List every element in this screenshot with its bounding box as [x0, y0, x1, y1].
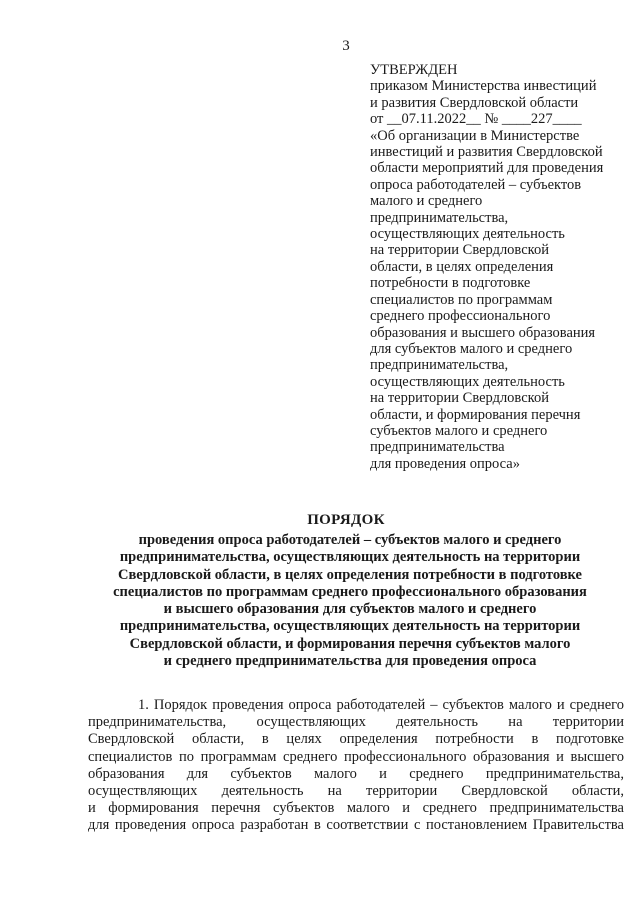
approval-line: области мероприятий для проведения: [370, 160, 604, 177]
approval-line: опроса работодателей – субъектов: [370, 176, 582, 193]
approval-line: среднего профессионального: [370, 308, 551, 325]
approval-line: приказом Министерства инвестиций: [370, 78, 597, 95]
approval-line: для субъектов малого и среднего: [370, 340, 573, 357]
approval-line: малого и среднего: [370, 193, 483, 210]
approval-line: предпринимательства,: [370, 357, 509, 374]
paragraph-line: специалистов по программам среднего профессионального образования и высшего: [88, 748, 624, 765]
document-title: ПОРЯДОК: [307, 512, 385, 528]
approval-line: образования и высшего образования: [370, 324, 596, 341]
approval-line: «Об организации в Министерстве: [370, 127, 580, 144]
subtitle-line: предпринимательства, осуществляющих деятельность на территории: [119, 549, 581, 566]
approval-line: и развития Свердловской области: [370, 94, 579, 111]
approval-line: предпринимательства: [370, 439, 505, 456]
approval-line: инвестиций и развития Свердловской: [370, 144, 603, 161]
approval-line: для проведения опроса»: [370, 455, 520, 472]
approval-line: на территории Свердловской: [370, 242, 549, 259]
paragraph-line: для проведения опроса разработан в соответствии с постановлением Правительства: [88, 817, 624, 834]
paragraph-line: и формирования перечня субъектов малого и среднего предпринимательства: [88, 800, 624, 817]
approval-order-date-number: от __07.11.2022__ № ____227____: [370, 111, 582, 128]
approval-line: потребности в подготовке: [370, 275, 531, 292]
approval-block: [370, 62, 638, 472]
subtitle-line: и среднего предпринимательства для проведения опроса: [163, 653, 537, 670]
document-subtitle: [60, 532, 640, 670]
paragraph-line: образования для субъектов малого и среднего предпринимательства,: [88, 765, 624, 782]
approval-line: предпринимательства,: [370, 209, 509, 226]
paragraph-line: предпринимательства, осуществляющих деятельность на территории: [88, 714, 624, 731]
subtitle-line: Свердловской области, и формирования перечня субъектов малого: [129, 635, 571, 652]
approval-line: на территории Свердловской: [370, 390, 549, 407]
paragraph-line: 1. Порядок проведения опроса работодателей – субъектов малого и среднего: [138, 697, 624, 713]
approval-line: специалистов по программам: [370, 291, 553, 308]
page-number: 3: [342, 38, 350, 54]
approval-line: области, и формирования перечня: [370, 406, 581, 423]
approval-line: субъектов малого и среднего: [370, 422, 548, 439]
paragraph-line: Свердловской области, в целях определения потребности в подготовке: [88, 731, 624, 748]
approval-line: осуществляющих деятельность: [370, 226, 565, 243]
subtitle-line: Свердловской области, в целях определения потребности в подготовке: [118, 566, 582, 583]
approval-line: области, в целях определения: [370, 258, 554, 275]
paragraph-1: [88, 697, 624, 835]
subtitle-line: специалистов по программам среднего профессионального образования: [113, 583, 587, 600]
subtitle-line: проведения опроса работодателей – субъектов малого и среднего: [138, 532, 562, 548]
paragraph-line: осуществляющих деятельность на территории Свердловской области,: [88, 783, 624, 800]
approval-line: осуществляющих деятельность: [370, 373, 565, 390]
subtitle-line: предпринимательства, осуществляющих деятельность на территории: [119, 618, 581, 635]
subtitle-line: и высшего образования для субъектов малого и среднего: [163, 601, 537, 618]
approval-heading: УТВЕРЖДЕН: [370, 62, 458, 78]
